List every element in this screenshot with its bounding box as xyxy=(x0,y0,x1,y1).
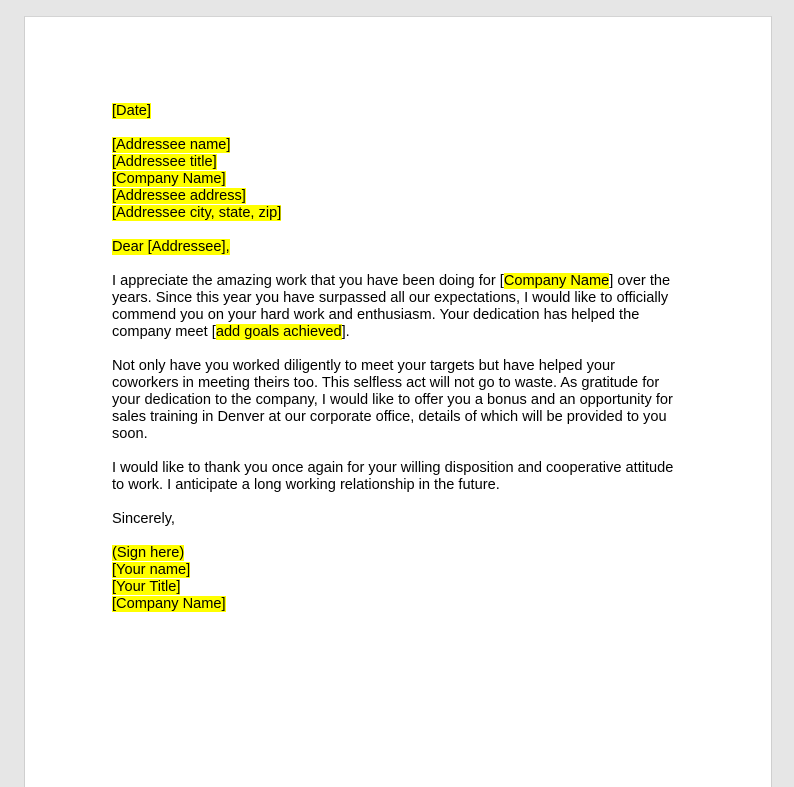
signature-block xyxy=(112,545,692,613)
addressee-company: [Company Name] xyxy=(112,171,226,187)
company-name-placeholder: Company Name xyxy=(503,273,610,289)
addressee-block xyxy=(112,137,692,222)
closing: Sincerely, xyxy=(112,511,175,527)
salutation-block xyxy=(112,239,692,256)
date-block xyxy=(112,103,692,120)
text-line: to work. I anticipate a long working relationship in the future. xyxy=(112,477,500,493)
text-line: your dedication to the company, I would like to offer you a bonus and an opportunity for xyxy=(112,392,673,408)
text-line: years. Since this year you have surpassed all our expectations, I would like to officially xyxy=(112,290,669,306)
text-segment: I appreciate the amazing work that you have been doing for [ xyxy=(112,273,504,289)
addressee-title: [Addressee title] xyxy=(112,154,217,170)
goals-achieved-placeholder: add goals achieved xyxy=(215,324,342,340)
addressee-city-state-zip: [Addressee city, state, zip] xyxy=(112,205,282,221)
document-page xyxy=(24,16,772,787)
paragraph-appreciation xyxy=(112,273,692,341)
text-line xyxy=(112,324,692,341)
text-segment: ]. xyxy=(341,324,350,340)
paragraph-thanks xyxy=(112,460,692,494)
text-line: I would like to thank you once again for your willing disposition and cooperative attitude xyxy=(112,460,674,476)
date-placeholder: [Date] xyxy=(112,103,151,119)
your-title-placeholder: [Your Title] xyxy=(112,579,181,595)
text-line: coworkers in meeting theirs too. This selfless act will not go to waste. As gratitude for xyxy=(112,375,660,391)
closing-block xyxy=(112,511,692,528)
text-line: Not only have you worked diligently to meet your targets but have helped your xyxy=(112,358,615,374)
text-line xyxy=(112,273,692,290)
letter-body xyxy=(112,103,692,630)
text-segment: company meet [ xyxy=(112,324,216,340)
text-segment: ] over the xyxy=(609,273,671,289)
your-name-placeholder: [Your name] xyxy=(112,562,191,578)
sign-here-placeholder: (Sign here) xyxy=(112,545,185,561)
paragraph-bonus xyxy=(112,358,692,443)
text-line: sales training in Denver at our corporate office, details of which will be provided to you xyxy=(112,409,667,425)
salutation: Dear [Addressee], xyxy=(112,239,230,255)
text-line: commend you on your hard work and enthusiasm. Your dedication has helped the xyxy=(112,307,640,323)
addressee-address: [Addressee address] xyxy=(112,188,246,204)
text-line: soon. xyxy=(112,426,148,442)
addressee-name: [Addressee name] xyxy=(112,137,231,153)
signature-company-placeholder: [Company Name] xyxy=(112,596,226,612)
